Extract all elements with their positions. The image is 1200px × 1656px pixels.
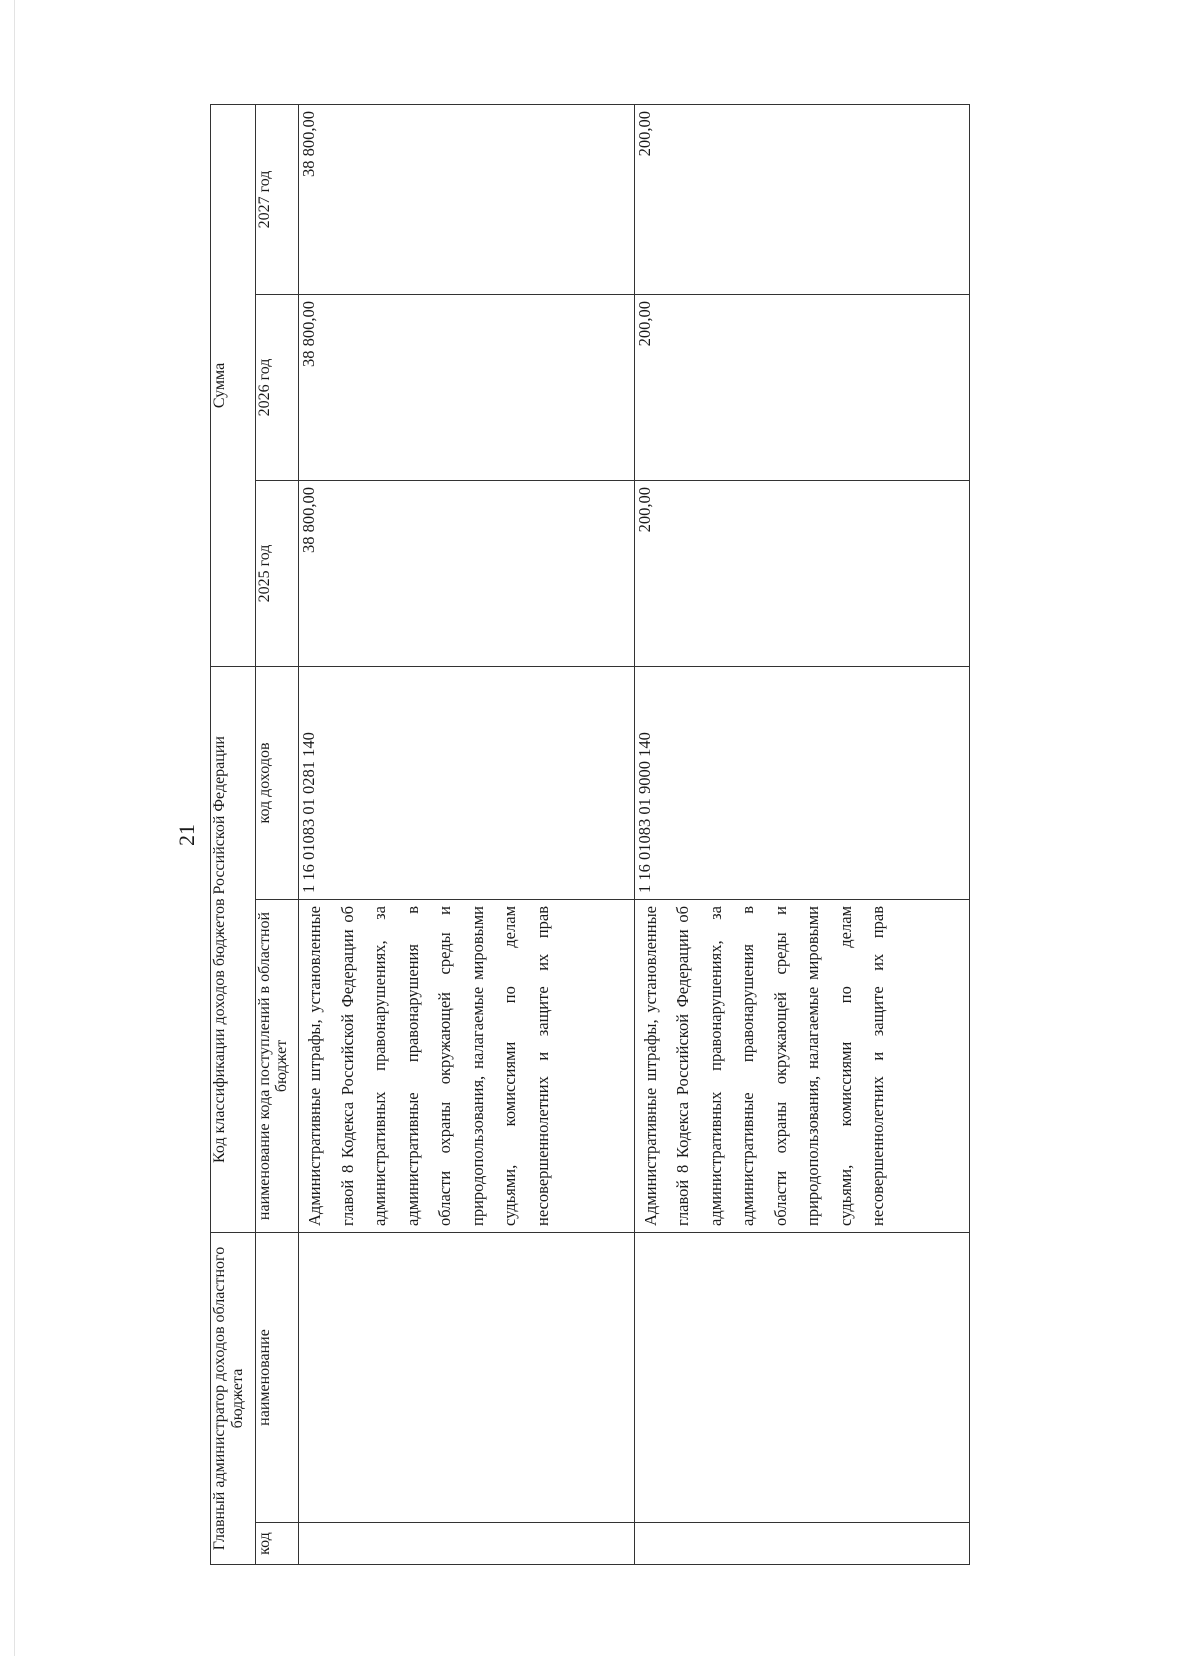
row-description: Административные штрафы, установленные главой 8 Кодекса Российской Федерации об административных правонарушениях, за административные правонарушения в области охраны окружающей среды и природопользования, налагаемые мировыми судьями, комиссиями по делам несовершеннолетних и защите их прав: [634, 899, 970, 1232]
header-row-1: [211, 104, 256, 1564]
header-name: наименование: [256, 1232, 299, 1522]
row-amount-2025: 200,00: [634, 480, 970, 666]
page-number: 21: [174, 824, 199, 846]
income-table: [210, 104, 970, 1565]
row-income-code: 1 16 01083 01 9000 140: [634, 666, 970, 899]
rotated-page: [174, 105, 970, 1565]
header-income-code: код доходов: [256, 666, 299, 899]
header-row-2: [256, 104, 299, 1564]
row-description: Административные штрафы, установленные главой 8 Кодекса Российской Федерации об административных правонарушениях, за административные правонарушения в области охраны окружающей среды и природопользования, налагаемые мировыми судьями, комиссиями по делам несовершеннолетних и защите их прав: [299, 899, 635, 1232]
row-amount-2025: 38 800,00: [299, 480, 635, 666]
row-amount-2027: 200,00: [634, 104, 970, 294]
header-2027: 2027 год: [256, 104, 299, 294]
header-code: код: [256, 1523, 299, 1565]
row-amount-2027: 38 800,00: [299, 104, 635, 294]
header-2025: 2025 год: [256, 480, 299, 666]
row-code: [634, 1523, 970, 1565]
table-row: [299, 104, 635, 1564]
scan-edge: [14, 0, 15, 1656]
table-row: [634, 104, 970, 1564]
header-admin-group: Главный администратор доходов областного бюджета: [211, 1232, 256, 1564]
header-sum-group: Сумма: [211, 104, 256, 666]
header-2026: 2026 год: [256, 294, 299, 480]
row-name: [299, 1232, 635, 1522]
row-amount-2026: 200,00: [634, 294, 970, 480]
row-name: [634, 1232, 970, 1522]
header-receipt-name: наименование кода поступлений в областной бюджет: [256, 899, 299, 1232]
header-classification-group: Код классификации доходов бюджетов Российской Федерации: [211, 666, 256, 1232]
row-income-code: 1 16 01083 01 0281 140: [299, 666, 635, 899]
row-amount-2026: 38 800,00: [299, 294, 635, 480]
row-code: [299, 1523, 635, 1565]
